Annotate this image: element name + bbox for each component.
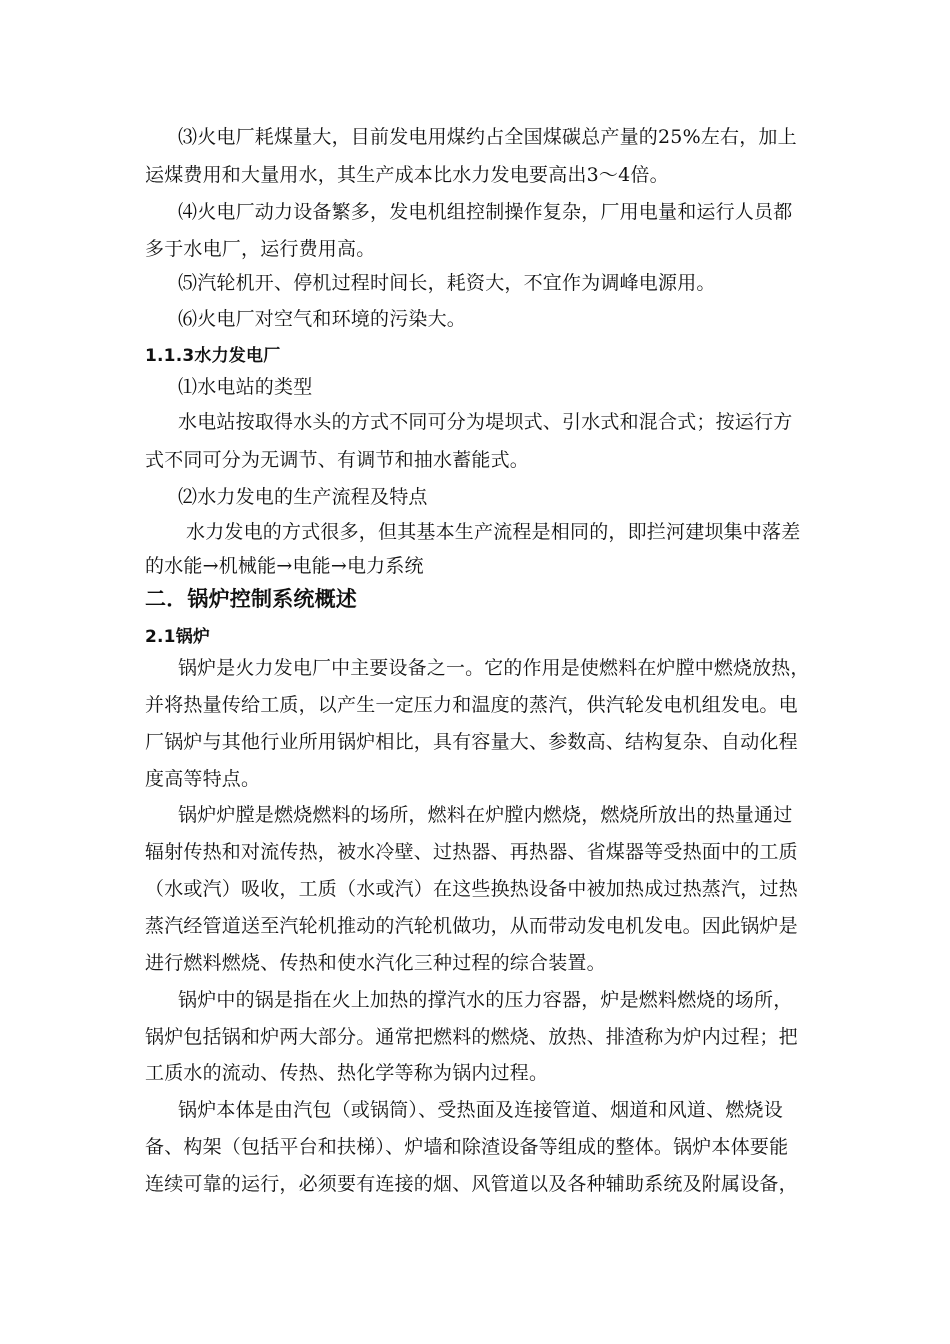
paragraph-line: 备、构架（包括平台和扶梯）、炉墙和除渣设备等组成的整体。锅炉本体要能 bbox=[145, 1136, 789, 1158]
paragraph-line: 进行燃料燃烧、传热和使水汽化三种过程的综合装置。 bbox=[145, 952, 606, 974]
paragraph-line: 水电站按取得水头的方式不同可分为堤坝式、引水式和混合式；按运行方 bbox=[178, 411, 793, 433]
paragraph-line: 式不同可分为无调节、有调节和抽水蓄能式。 bbox=[145, 449, 530, 471]
paragraph-line: 锅炉本体是由汽包（或锅筒）、受热面及连接管道、烟道和风道、燃烧设 bbox=[178, 1099, 783, 1121]
paragraph-line: ⑸汽轮机开、停机过程时间长，耗资大，不宜作为调峰电源用。 bbox=[178, 272, 716, 294]
paragraph-line: 水力发电的方式很多，但其基本生产流程是相同的，即拦河建坝集中落差 bbox=[186, 521, 801, 543]
paragraph-line: 并将热量传给工质，以产生一定压力和温度的蒸汽，供汽轮发电机组发电。电 bbox=[145, 694, 798, 716]
paragraph-line: ⑹火电厂对空气和环境的污染大。 bbox=[178, 308, 467, 330]
chapter-heading: 二．锅炉控制系统概述 bbox=[145, 587, 357, 611]
paragraph-line: 锅炉炉膛是燃烧燃料的场所，燃料在炉膛内燃烧，燃烧所放出的热量通过 bbox=[178, 804, 793, 826]
paragraph-line: ⑷火电厂动力设备繁多，发电机组控制操作复杂，厂用电量和运行人员都 bbox=[178, 201, 793, 223]
section-heading: 1.1.3水力发电厂 bbox=[145, 346, 281, 366]
paragraph-line: 辐射传热和对流传热，被水冷壁、过热器、再热器、省煤器等受热面中的工质 bbox=[145, 841, 798, 863]
section-heading: 2.1锅炉 bbox=[145, 627, 211, 647]
paragraph-line: 运煤费用和大量用水，其生产成本比水力发电要高出3～4倍。 bbox=[145, 164, 669, 186]
paragraph-line: 度高等特点。 bbox=[145, 768, 261, 790]
paragraph-line: 锅炉中的锅是指在火上加热的撑汽水的压力容器，炉是燃料燃烧的场所， bbox=[178, 989, 793, 1011]
subsection-label: ⑴水电站的类型 bbox=[178, 376, 313, 398]
paragraph-line: 厂锅炉与其他行业所用锅炉相比，具有容量大、参数高、结构复杂、自动化程 bbox=[145, 731, 798, 753]
paragraph-line: 连续可靠的运行，必须要有连接的烟、风管道以及各种辅助系统及附属设备， bbox=[145, 1173, 798, 1195]
paragraph-line: 多于水电厂，运行费用高。 bbox=[145, 238, 376, 260]
paragraph-line: 的水能→机械能→电能→电力系统 bbox=[145, 555, 424, 577]
paragraph-line: （水或汽）吸收，工质（水或汽）在这些换热设备中被加热成过热蒸汽，过热 bbox=[145, 878, 798, 900]
paragraph-line: 工质水的流动、传热、热化学等称为锅内过程。 bbox=[145, 1062, 549, 1084]
paragraph-line: ⑶火电厂耗煤量大，目前发电用煤约占全国煤碳总产量的25%左右，加上 bbox=[178, 126, 797, 148]
subsection-label: ⑵水力发电的生产流程及特点 bbox=[178, 486, 428, 508]
paragraph-line: 锅炉是火力发电厂中主要设备之一。它的作用是使燃料在炉膛中燃烧放热， bbox=[178, 657, 810, 679]
paragraph-line: 蒸汽经管道送至汽轮机推动的汽轮机做功，从而带动发电机发电。因此锅炉是 bbox=[145, 915, 798, 937]
paragraph-line: 锅炉包括锅和炉两大部分。通常把燃料的燃烧、放热、排渣称为炉内过程；把 bbox=[145, 1026, 798, 1048]
